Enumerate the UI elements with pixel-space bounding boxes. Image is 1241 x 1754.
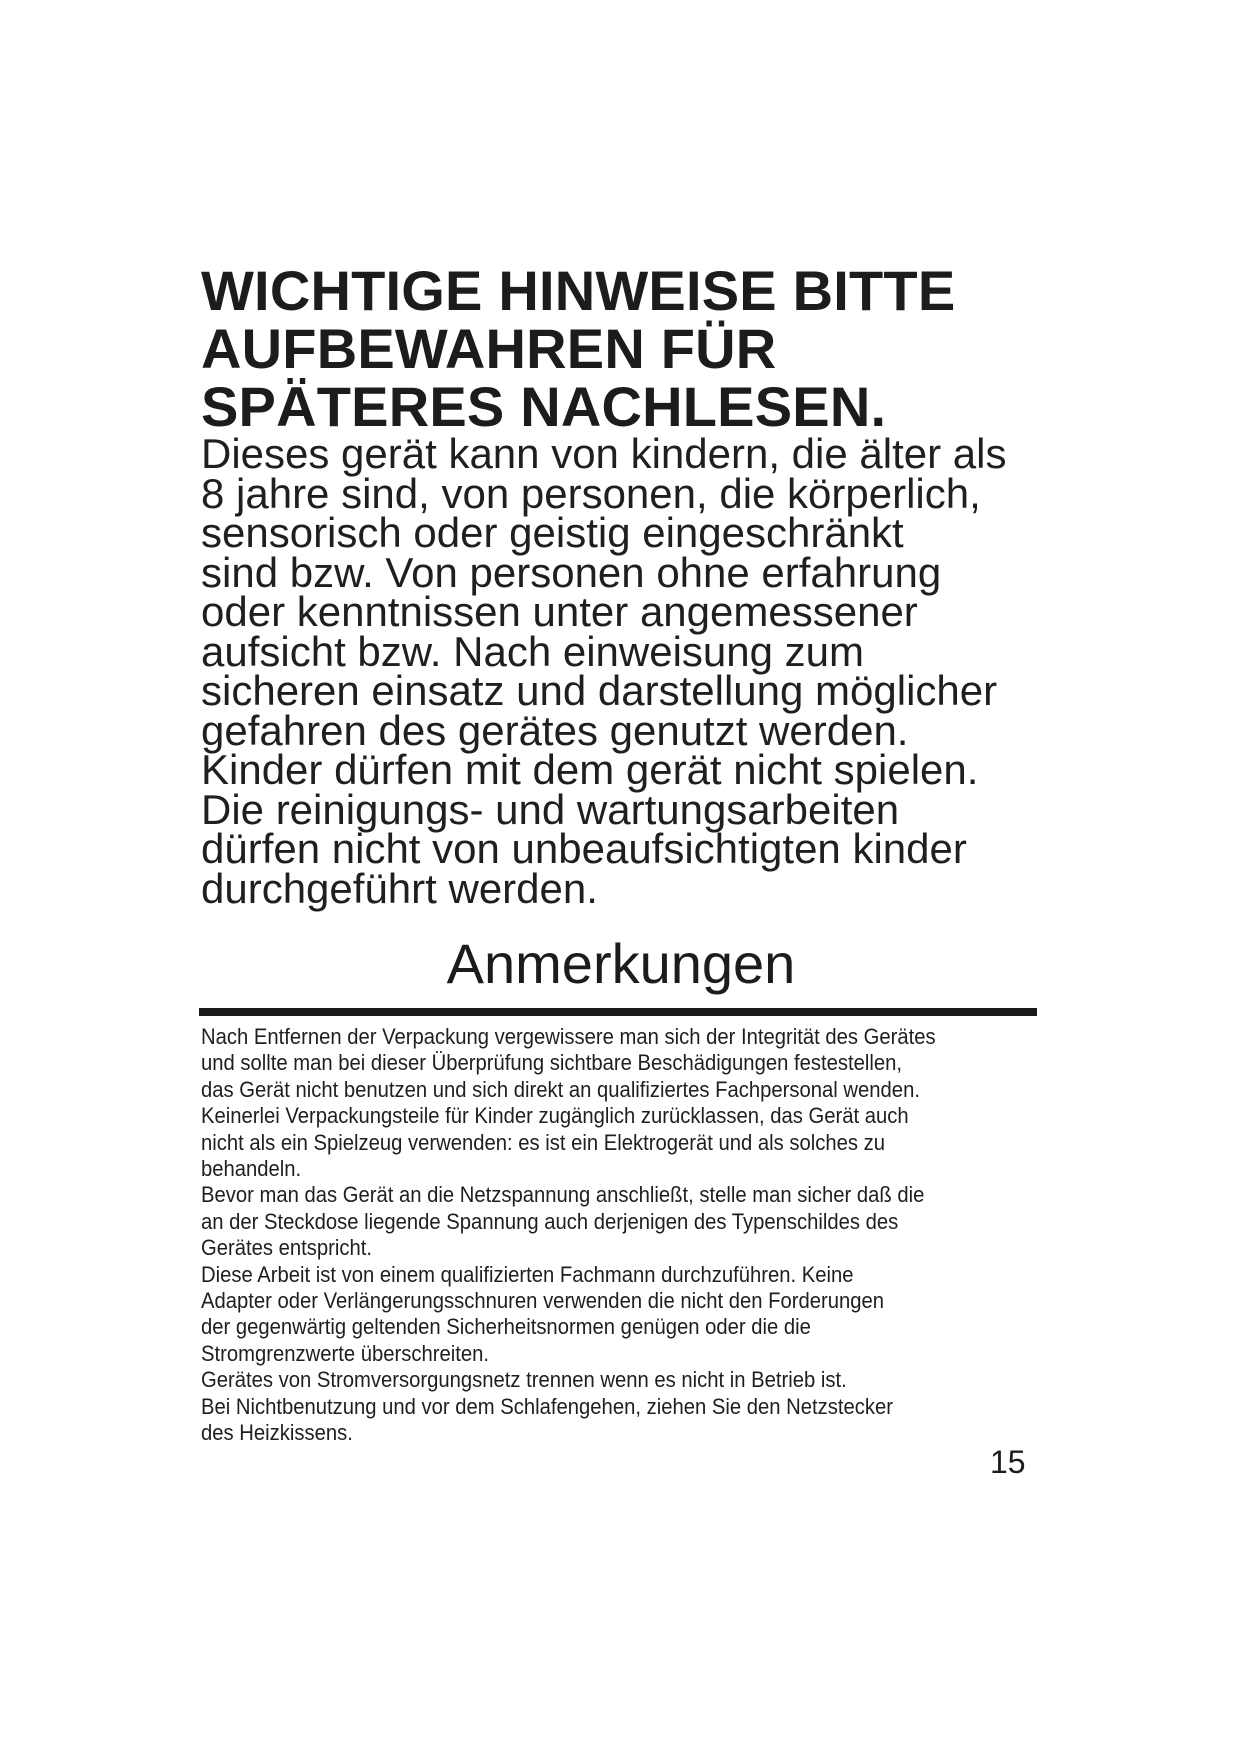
notes-line: Bevor man das Gerät an die Netzspannung anschließt, stelle man sicher daß die (201, 1182, 925, 1208)
important-notice-heading (201, 259, 1081, 438)
notes-line: Nach Entfernen der Verpackung vergewissere man sich der Integrität des Gerätes (201, 1024, 936, 1049)
section-title: Anmerkungen (446, 932, 796, 995)
notes-line: das Gerät nicht benutzen und sich direkt an qualifiziertes Fachpersonal wenden. (201, 1076, 920, 1102)
notes-line: Diese Arbeit ist von einem qualifizierten Fachmann durchzuführen. Keine (201, 1261, 854, 1287)
intro-line: dürfen nicht von unbeaufsichtigten kinder (201, 825, 967, 872)
notes-line: behandeln. (201, 1156, 302, 1182)
heading-line: WICHTIGE HINWEISE BITTE (201, 259, 956, 322)
notes-line: der gegenwärtig geltenden Sicherheitsnormen genügen oder die die (201, 1314, 811, 1340)
intro-line: oder kenntnissen unter angemessener (201, 588, 918, 635)
page-number: 15 (990, 1444, 1026, 1480)
section-divider (199, 1008, 1037, 1016)
notes-line: Keinerlei Verpackungsteile für Kinder zugänglich zurücklassen, das Gerät auch (201, 1103, 909, 1129)
heading-line: SPÄTERES NACHLESEN. (201, 375, 887, 438)
notes-line: Stromgrenzwerte überschreiten. (201, 1340, 489, 1366)
notes-line: Bei Nichtbenutzung und vor dem Schlafengehen, ziehen Sie den Netzstecker (201, 1393, 893, 1419)
intro-line: sind bzw. Von personen ohne erfahrung (201, 548, 942, 596)
document-page (201, 259, 1081, 1447)
intro-paragraph (201, 430, 1081, 912)
intro-line: Die reinigungs- und wartungsarbeiten (201, 785, 900, 833)
notes-line: Gerätes entspricht. (201, 1235, 373, 1261)
heading-line: AUFBEWAHREN FÜR (201, 317, 777, 380)
notes-line: Adapter oder Verlängerungsschnuren verwenden die nicht den Forderungen (201, 1288, 885, 1314)
notes-line: des Heizkissens. (201, 1420, 353, 1446)
intro-line: aufsicht bzw. Nach einweisung zum (201, 627, 864, 675)
intro-line: Kinder dürfen mit dem gerät nicht spielen. (201, 746, 979, 793)
intro-line: gefahren des gerätes genutzt werden. (201, 706, 909, 754)
notes-line: und sollte man bei dieser Überprüfung sichtbare Beschädigungen festestellen, (201, 1050, 902, 1076)
intro-line: Dieses gerät kann von kindern, die älter als (201, 430, 1007, 477)
intro-line: durchgeführt werden. (201, 864, 598, 912)
notes-line: nicht als ein Spielzeug verwenden: es ist ein Elektrogerät und als solches zu (201, 1129, 886, 1155)
notes-line: Gerätes von Stromversorgungsnetz trennen wenn es nicht in Betrieb ist. (201, 1367, 847, 1393)
notes-line: an der Steckdose liegende Spannung auch derjenigen des Typenschildes des (201, 1208, 899, 1234)
intro-line: sensorisch oder geistig eingeschränkt (201, 509, 904, 556)
notes-paragraph (201, 1024, 1057, 1447)
intro-line: sicheren einsatz und darstellung möglicher (201, 667, 998, 714)
intro-line: 8 jahre sind, von personen, die körperlich, (201, 469, 981, 517)
